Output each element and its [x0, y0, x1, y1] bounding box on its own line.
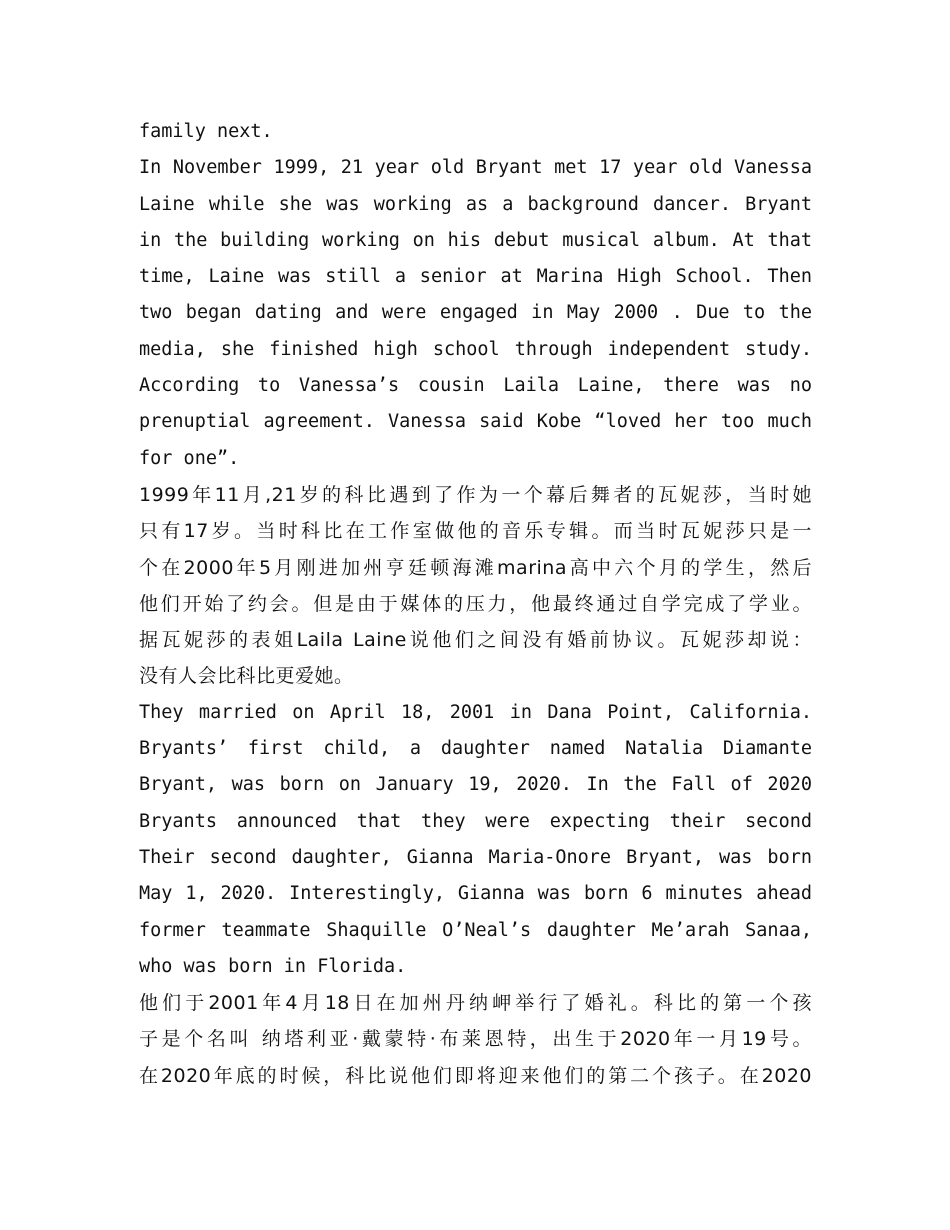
- text-line: Laine while she was working as a background dancer. Bryant: [139, 193, 812, 215]
- text-line: former teammate Shaquille O’Neal’s daughter Me’arah Sanaa,: [139, 919, 812, 941]
- text-line: who was born in Florida.: [139, 955, 407, 977]
- text-line: In November 1999, 21 year old Bryant met 17 year old Vanessa: [139, 157, 812, 179]
- text-line: Bryants announced that they were expecting their second: [139, 810, 812, 832]
- text-line: time, Laine was still a senior at Marina High School. Then: [139, 266, 812, 288]
- text-line: 他们于2001年4月18日在加州丹纳岬举行了婚礼。科比的第一个孩: [139, 992, 812, 1015]
- text-line: According to Vanessa’s cousin Laila Laine, there was no: [139, 375, 812, 397]
- text-line: They married on April 18, 2001 in Dana Point, California.: [139, 701, 812, 723]
- document-body: [139, 114, 812, 1094]
- text-line: 子是个名叫 纳塔利亚·戴蒙特·布莱恩特，出生于2020年一月19号。: [139, 1028, 812, 1051]
- text-line: Bryants’ first child, a daughter named Natalia Diamante: [139, 738, 812, 760]
- text-line: for one”.: [139, 447, 240, 469]
- text-line: Their second daughter, Gianna Maria-Onore Bryant, was born: [139, 846, 812, 868]
- text-line: 据瓦妮莎的表姐Laila Laine说他们之间没有婚前协议。瓦妮莎却说：: [139, 629, 812, 652]
- text-line: 在2020年底的时候，科比说他们即将迎来他们的第二个孩子。在2020: [139, 1064, 812, 1087]
- text-line: 只有17岁。当时科比在工作室做他的音乐专辑。而当时瓦妮莎只是一: [139, 520, 812, 543]
- text-line: prenuptial agreement. Vanessa said Kobe “loved her too much: [139, 411, 812, 433]
- text-line: May 1, 2020. Interestingly, Gianna was born 6 minutes ahead: [139, 883, 812, 905]
- text-line: two began dating and were engaged in May 2000 . Due to the: [139, 302, 812, 324]
- text-line: Bryant, was born on January 19, 2020. In the Fall of 2020: [139, 774, 812, 796]
- text-line: 没有人会比科比更爱她。: [139, 665, 354, 688]
- text-line: 他们开始了约会。但是由于媒体的压力，他最终通过自学完成了学业。: [139, 592, 812, 615]
- text-line: 个在2000年5月刚进加州亨廷顿海滩marina高中六个月的学生，然后: [139, 556, 812, 579]
- text-line: media, she finished high school through independent study.: [139, 338, 812, 360]
- text-line: 1999年11月,21岁的科比遇到了作为一个幕后舞者的瓦妮莎，当时她: [139, 483, 812, 506]
- text-line: in the building working on his debut musical album. At that: [139, 229, 812, 251]
- text-line: family next.: [139, 121, 273, 142]
